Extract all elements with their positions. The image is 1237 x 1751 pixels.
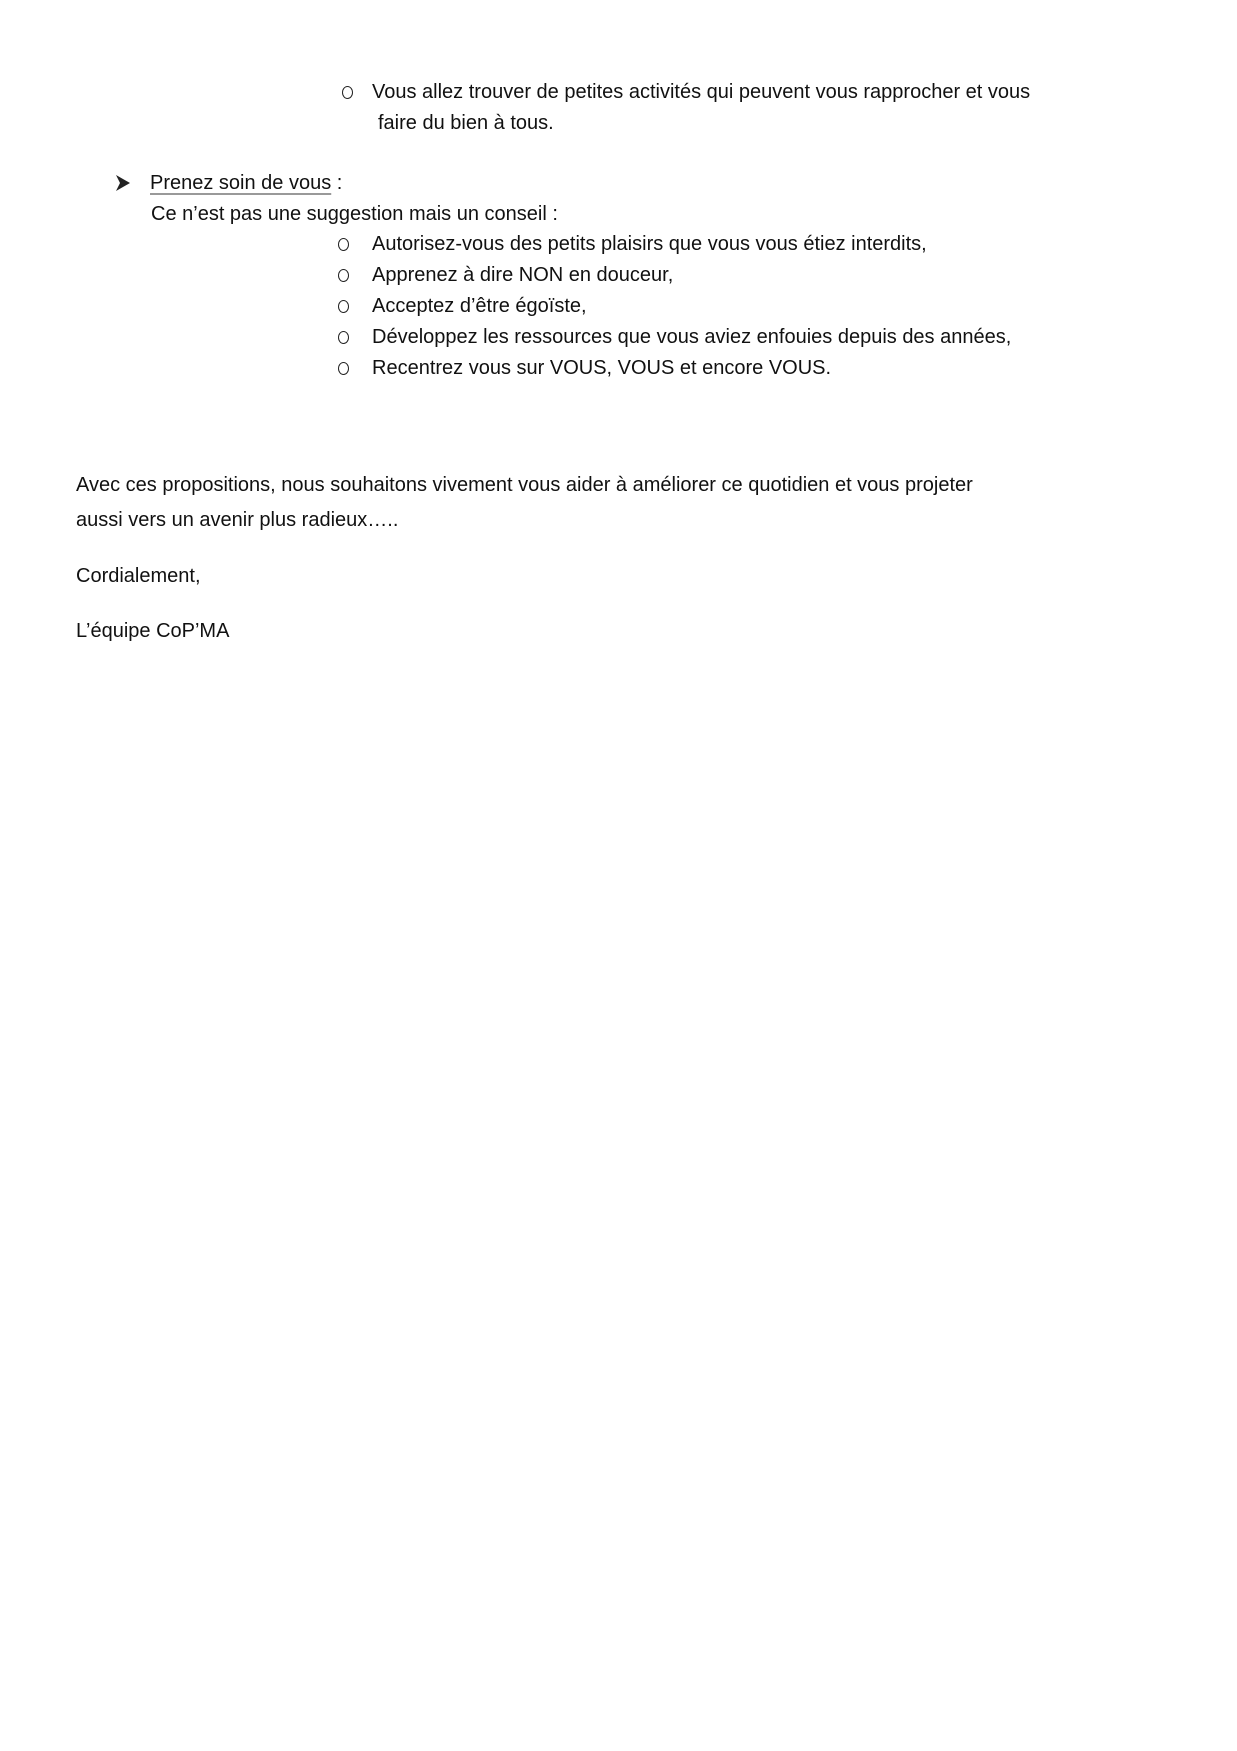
salutation: Cordialement,: [76, 565, 201, 587]
list-item: Autorisez-vous des petits plaisirs que vous vous étiez interdits,: [372, 233, 927, 255]
circle-bullet-icon: [342, 86, 353, 99]
closing-paragraph-line1: Avec ces propositions, nous souhaitons vivement vous aider à améliorer ce quotidien et vous projeter: [76, 474, 973, 496]
list-item: Acceptez d’être égoïste,: [372, 295, 587, 317]
circle-bullet-icon: [338, 331, 349, 344]
list-item: Recentrez vous sur VOUS, VOUS et encore VOUS.: [372, 357, 832, 379]
circle-bullet-icon: [338, 238, 349, 251]
list-item: Développez les ressources que vous aviez enfouies depuis des années,: [372, 326, 1012, 348]
bullet-text-continued: faire du bien à tous.: [378, 112, 554, 134]
list-item: Apprenez à dire NON en douceur,: [372, 264, 674, 286]
signature: L’équipe CoP’MA: [76, 620, 230, 642]
circle-bullet-icon: [338, 300, 349, 313]
section-intro: Ce n’est pas une suggestion mais un conseil :: [151, 203, 558, 225]
closing-paragraph-line2: aussi vers un avenir plus radieux…..: [76, 509, 399, 531]
arrow-bullet-icon: [115, 174, 131, 192]
section-heading-text: Prenez soin de vous: [150, 172, 332, 194]
bullet-text: Vous allez trouver de petites activités qui peuvent vous rapprocher et vous: [372, 81, 1031, 103]
circle-bullet-icon: [338, 362, 349, 375]
heading-colon: :: [331, 172, 343, 194]
circle-bullet-icon: [338, 269, 349, 282]
section-heading: [150, 171, 342, 195]
